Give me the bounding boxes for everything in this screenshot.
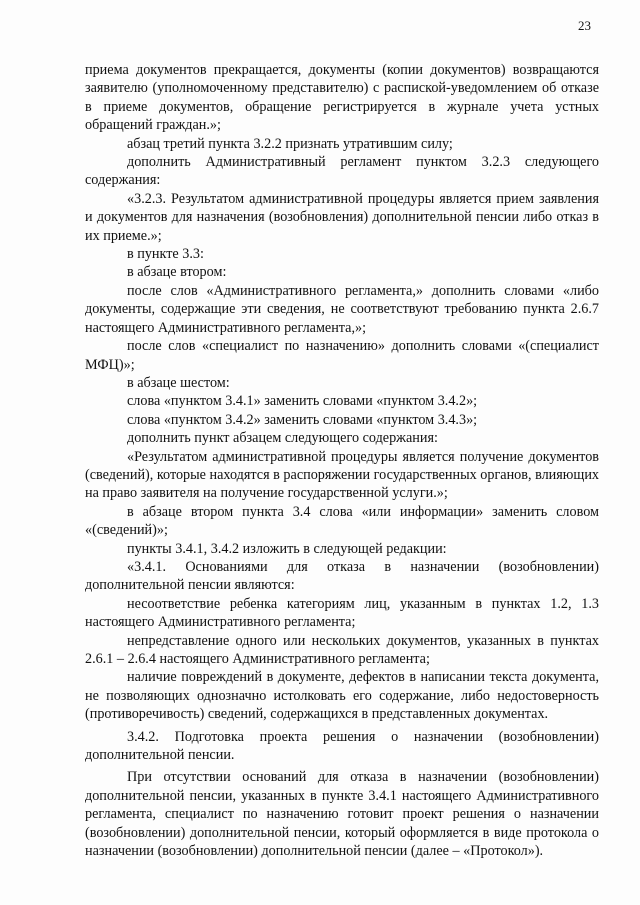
paragraph: абзац третий пункта 3.2.2 признать утратившим силу; [127, 135, 453, 152]
paragraph: в абзаце втором: [127, 264, 227, 281]
paragraph: после слов «специалист по назначению» дополнить словами «(специалист МФЦ)»; [85, 338, 599, 373]
paragraph: При отсутствии оснований для отказа в назначении (возобновлении) дополнительной пенсии, указанных в пункте 3.4.1 настоящего Административного регламента, специалист по назначению готовит проект решения о назначении (возобновлении) дополнительной пенсии, который оформляется в виде протокола о назначении (возобновлении) дополнительной пенсии (далее – «Протокол»). [85, 769, 599, 860]
paragraph: в пункте 3.3: [127, 246, 204, 263]
paragraph: наличие повреждений в документе, дефектов в написании текста документа, не позволяющих однозначно истолковать его содержание, либо недостоверность (противоречивость) сведений, содержащихся в представленных документах. [85, 669, 599, 723]
paragraph: слова «пунктом 3.4.2» заменить словами «пунктом 3.4.3»; [127, 411, 478, 428]
page-number: 23 [578, 18, 591, 33]
document-body [85, 61, 599, 860]
paragraph: «3.2.3. Результатом административной процедуры является прием заявления и документов для назначения (возобновления) дополнительной пенсии либо отказ в их приеме.»; [85, 190, 599, 244]
paragraph: дополнить пункт абзацем следующего содержания: [127, 430, 438, 447]
paragraph: дополнить Административный регламент пунктом 3.2.3 следующего содержания: [85, 154, 599, 189]
paragraph: 3.4.2. Подготовка проекта решения о назначении (возобновлении) дополнительной пенсии. [85, 728, 599, 764]
paragraph: непредставление одного или нескольких документов, указанных в пунктах 2.6.1 – 2.6.4 настоящего Административного регламента; [85, 632, 599, 667]
paragraph: «Результатом административной процедуры является получение документов (сведений), которые находятся в распоряжении государственных органов, влияющих на право заявителя на получение государственной услуги.»; [85, 448, 599, 502]
paragraph: пункты 3.4.1, 3.4.2 изложить в следующей редакции: [127, 540, 447, 557]
paragraph: после слов «Административного регламента,» дополнить словами «либо документы, содержащие эти сведения, не соответствуют требованию пункта 2.6.7 настоящего Административного регламента,»; [85, 282, 599, 336]
paragraph: слова «пунктом 3.4.1» заменить словами «пунктом 3.4.2»; [127, 393, 478, 410]
paragraph: несоответствие ребенка категориям лиц, указанным в пунктах 1.2, 1.3 настоящего Административного регламента; [85, 595, 599, 631]
paragraph: «3.4.1. Основаниями для отказа в назначении (возобновлении) дополнительной пенсии являются: [85, 558, 599, 594]
paragraph: в абзаце втором пункта 3.4 слова «или информации» заменить словом «(сведений)»; [85, 503, 599, 539]
paragraph: в абзаце шестом: [127, 374, 230, 391]
paragraph: приема документов прекращается, документы (копии документов) возвращаются заявителю (уполномоченному представителю) с распиской-уведомлением об отказе в приеме документов, обращение регистрируется в журнале учета устных обращений граждан.»; [85, 62, 599, 134]
